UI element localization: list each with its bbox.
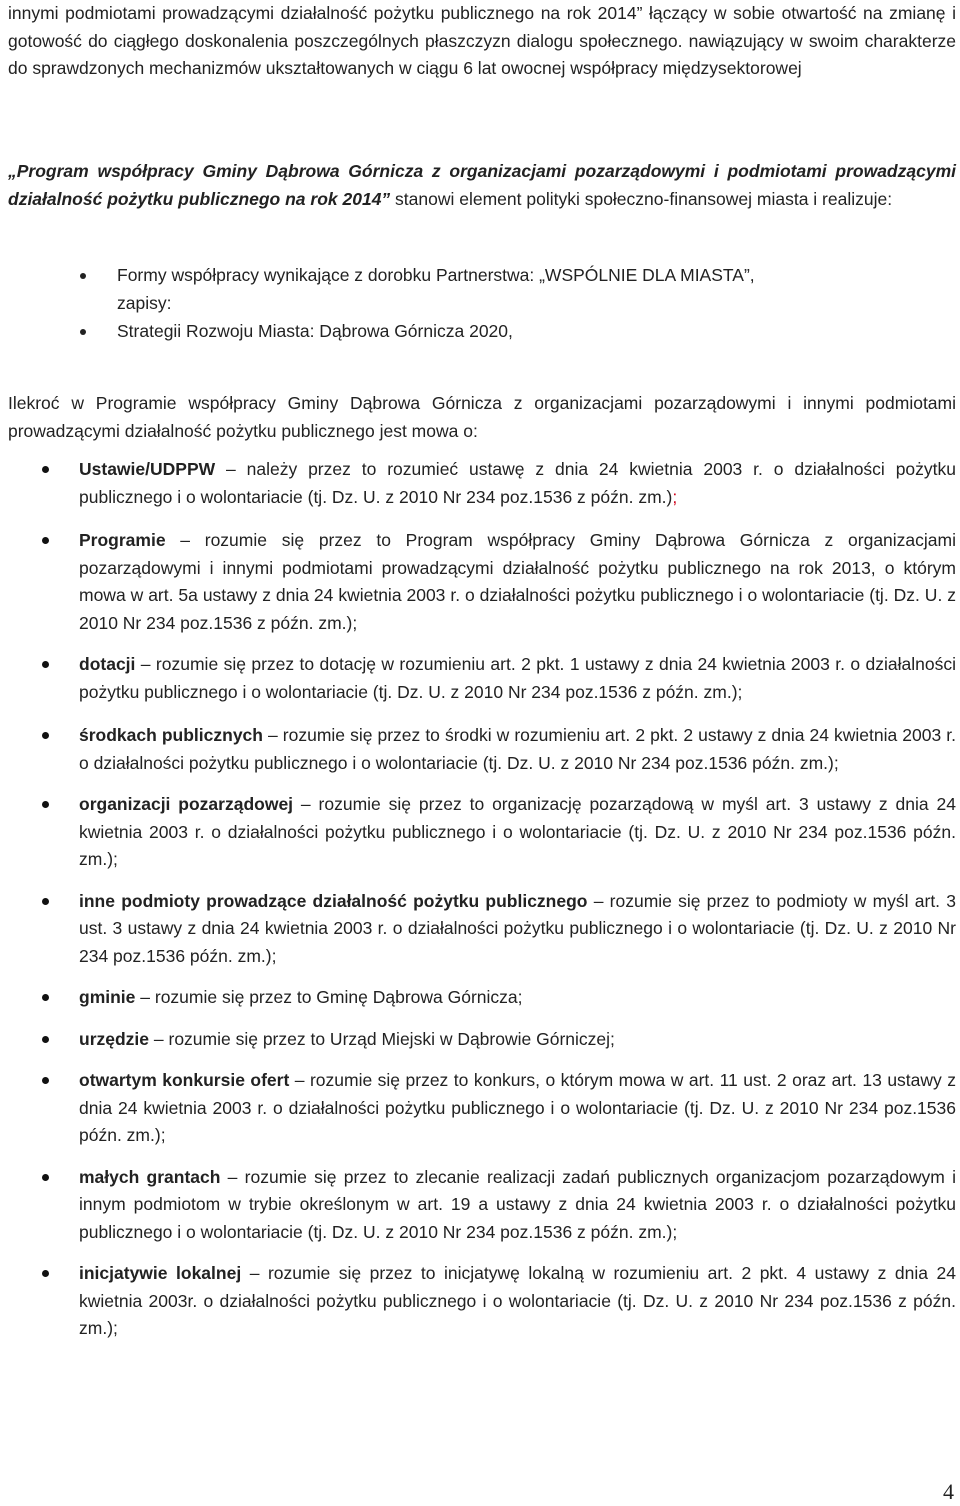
definition-term: gminie — [79, 987, 136, 1007]
definition-term: organizacji pozarządowej — [79, 794, 294, 814]
definition-text: – rozumie się przez to konkurs, o którym mowa w art. 11 ust. 2 oraz art. 13 ustawy z dnia 24 kwietnia 2003 r. o działalności pożytku publicznego i o wolontariacie (tj. Dz. U. z 2010 Nr 234 poz.1536 późn. zm.); — [79, 1070, 957, 1145]
definition-item — [42, 888, 956, 971]
definition-tail: ; — [672, 486, 678, 507]
definition-item — [42, 1067, 956, 1150]
definition-term: inne podmioty prowadzące działalność pożytku publicznego — [79, 890, 588, 911]
definition-text: – rozumie się przez to organizację pozarządową w myśl art. 3 ustawy z dnia 24 kwietnia 2003 r. o działalności pożytku publicznego i o wolontariacie (tj. Dz. U. z 2010 Nr 234 poz.1536 późn. zm.); — [79, 794, 956, 869]
program-paragraph — [8, 158, 956, 213]
intro-paragraph: innymi podmiotami prowadzącymi działalność pożytku publicznego na rok 2014” łączący w sobie otwartość na zmianę i gotowość do ciągłego doskonalenia poszczególnych płaszczyzn dialogu społecznego. nawiązujący w swoim charakterze do sprawdzonych mechanizmów ukształtowanych w ciągu 6 lat owocnej współpracy międzysektorowej — [8, 3, 956, 78]
program-paragraph-rest: stanowi element polityki społeczno-finansowej miasta i realizuje: — [390, 188, 893, 209]
definition-item — [42, 651, 956, 706]
list-item: Formy współpracy wynikające z dorobku Partnerstwa: „WSPÓLNIE DLA MIASTA”, zapisy: — [80, 262, 800, 317]
definition-item — [42, 1164, 956, 1247]
definition-term: małych grantach — [79, 1166, 221, 1187]
definition-term: dotacji — [79, 654, 136, 674]
definition-text: – rozumie się przez to zlecanie realizacji zadań publicznych organizacjom pozarządowym i innym podmiotom w trybie określonym w art. 19 a ustawy z dnia 24 kwietnia 2003 r. o działalności pożytku publicznego i o wolontariacie (tj. Dz. U. z 2010 Nr 234 poz.1536 z późn. zm.); — [79, 1166, 957, 1242]
definition-text: – rozumie się przez to Urząd Miejski w Dąbrowie Górniczej; — [149, 1028, 615, 1049]
definition-item — [42, 1026, 956, 1054]
definition-item — [42, 984, 956, 1012]
definition-item — [42, 791, 956, 874]
definition-text: – rozumie się przez to podmioty w myśl art. 3 ust. 3 ustawy z dnia 24 kwietnia 2003 r. o działalności pożytku publicznego i o wolontariacie (tj. Dz. U. z 2010 Nr 234 poz.1536 późn. zm.); — [79, 890, 956, 966]
list-item: Strategii Rozwoju Miasta: Dąbrowa Górnicza 2020, — [80, 318, 800, 346]
definition-text: – rozumie się przez to Gminę Dąbrowa Górnicza; — [135, 987, 523, 1007]
definition-term: otwartym konkursie ofert — [79, 1070, 290, 1090]
definitions-list — [42, 456, 956, 1343]
definition-item — [42, 722, 956, 777]
definition-term: Ustawie/UDPPW — [79, 459, 216, 479]
definition-item — [42, 527, 956, 637]
definition-term: Programie — [79, 530, 166, 550]
definition-term: inicjatywie lokalnej — [79, 1263, 242, 1283]
definition-text: – rozumie się przez to inicjatywę lokalną w rozumieniu art. 2 pkt. 4 ustawy z dnia 24 kwietnia 2003r. o działalności pożytku publicznego i o wolontariacie (tj. Dz. U. z 2010 Nr 234 poz.1536 z późn. zm.); — [79, 1263, 956, 1338]
definition-text: – rozumie się przez to środki w rozumieniu art. 2 pkt. 2 ustawy z dnia 24 kwietnia 2003 r. o działalności pożytku publicznego i o wolontariacie (tj. Dz. U. z 2010 Nr 234 poz.1536 późn. zm.); — [79, 725, 956, 773]
definition-text: – należy przez to rozumieć ustawę z dnia 24 kwietnia 2003 r. o działalności pożytku publicznego i o wolontariacie (tj. Dz. U. z 2010 Nr 234 poz.1536 z późn. zm.) — [79, 459, 956, 507]
definition-item — [42, 1260, 956, 1343]
realizes-list — [80, 262, 800, 346]
program-title: „Program współpracy Gminy Dąbrowa Górnicza z organizacjami pozarządowymi i podmiotami prowadzącymi działalność pożytku publicznego na rok 2014” — [8, 161, 956, 209]
definition-item — [42, 456, 956, 511]
definition-term: środkach publicznych — [79, 725, 263, 745]
definition-text: – rozumie się przez to dotację w rozumieniu art. 2 pkt. 1 ustawy z dnia 24 kwietnia 2003 r. o działalności pożytku publicznego i o wolontariacie (tj. Dz. U. z 2010 Nr 234 poz.1536 z późn. zm.); — [79, 654, 956, 702]
page-number: 4 — [943, 1479, 954, 1504]
definition-text: – rozumie się przez to Program współpracy Gminy Dąbrowa Górnicza z organizacjami pozarządowymi i innymi podmiotami prowadzącymi działalność pożytku publicznego na rok 2013, o którym mowa w art. 5a ustawy z dnia 24 kwietnia 2003 r. o działalności pożytku publicznego i o wolontariacie (tj. Dz. U. z 2010 Nr 234 poz.1536 z późn. zm.); — [79, 530, 956, 633]
definition-term: urzędzie — [79, 1028, 150, 1049]
definitions-intro: Ilekroć w Programie współpracy Gminy Dąbrowa Górnicza z organizacjami pozarządowymi i innymi podmiotami prowadzącymi działalność pożytku publicznego jest mowa o: — [8, 393, 956, 441]
